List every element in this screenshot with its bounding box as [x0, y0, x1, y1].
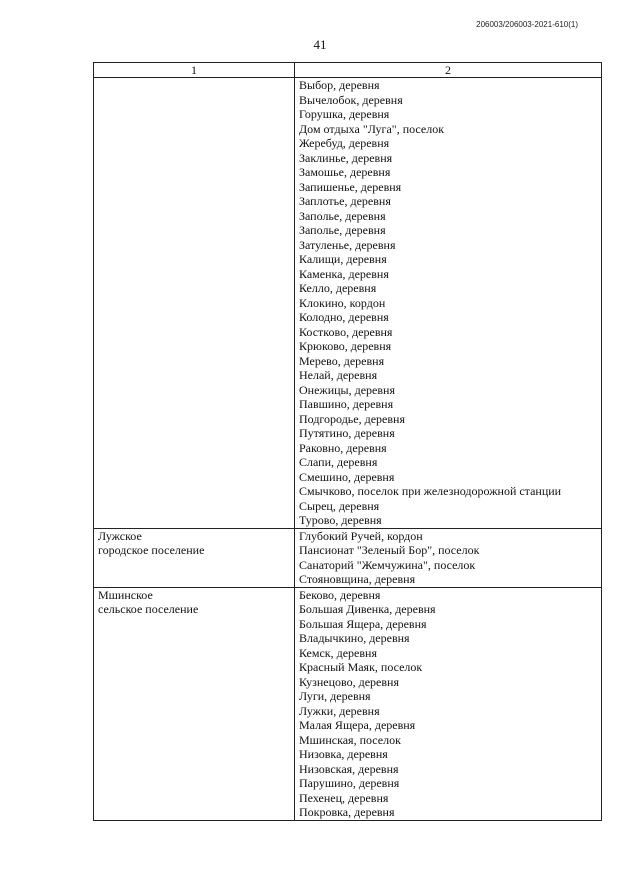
list-item: Глубокий Ручей, кордон — [299, 528, 423, 543]
list-item: Затуленье, деревня — [299, 237, 396, 252]
list-item: Нелай, деревня — [299, 368, 378, 382]
list-item: Павшино, деревня — [299, 397, 394, 411]
list-item: Низовка, деревня — [299, 747, 388, 761]
list-item: Запишенье, деревня — [299, 179, 402, 194]
table-body — [94, 78, 602, 821]
list-item: Большая Дивенка, деревня — [299, 602, 436, 616]
list-item: Заполье, деревня — [299, 223, 386, 237]
list-item: Лужки, деревня — [299, 703, 380, 718]
list-item: Парушино, деревня — [299, 776, 400, 790]
places-list — [299, 588, 597, 820]
list-item: Покровка, деревня — [299, 805, 395, 819]
places-cell — [295, 528, 602, 587]
list-item: Запольe, деревня — [299, 208, 386, 223]
list-item: Малая Ящера, деревня — [299, 718, 416, 732]
list-item: Калищи, деревня — [299, 252, 387, 266]
list-item: Колодно, деревня — [299, 310, 389, 324]
places-cell — [295, 587, 602, 820]
settlements-table — [93, 62, 602, 821]
list-item: Онежицы, деревня — [299, 382, 395, 397]
list-item: Владычкино, деревня — [299, 631, 410, 645]
list-item: Пехенец, деревня — [299, 790, 389, 805]
table-row — [94, 587, 602, 820]
list-item: Заплотье, деревня — [299, 194, 391, 208]
list-item: Луги, деревня — [299, 689, 371, 703]
list-item: Слапи, деревня — [299, 455, 378, 469]
list-item: Замошье, деревня — [299, 165, 391, 179]
column-header-2: 2 — [295, 63, 602, 78]
settlement-name-cell: Мшинское сельское поселение — [94, 587, 295, 820]
list-item: Путятино, деревня — [299, 426, 395, 440]
table-header-row — [94, 63, 602, 78]
column-header-1: 1 — [94, 63, 295, 78]
list-item: Красный Маяк, поселок — [299, 660, 423, 674]
list-item: Беково, деревня — [299, 587, 381, 602]
list-item: Кемск, деревня — [299, 645, 377, 660]
list-item: Келло, деревня — [299, 281, 377, 295]
list-item: Кузнецово, деревня — [299, 674, 399, 689]
list-item: Заклинье, деревня — [299, 150, 393, 165]
list-item: Санаторий "Жемчужина", поселок — [299, 557, 476, 572]
document-code: 206003/206003-2021-610(1) — [476, 20, 578, 29]
list-item: Сырец, деревня — [299, 498, 380, 513]
list-item: Стояновщина, деревня — [299, 572, 416, 586]
places-list — [299, 78, 597, 528]
list-item: Турово, деревня — [299, 513, 382, 527]
list-item: Каменка, деревня — [299, 266, 389, 281]
settlement-name-cell — [94, 78, 295, 529]
list-item: Вычелобок, деревня — [299, 92, 403, 107]
list-item: Клокино, кордон — [299, 295, 386, 310]
list-item: Раковно, деревня — [299, 440, 387, 455]
list-item: Подгородье, деревня — [299, 411, 405, 426]
list-item: Костково, деревня — [299, 324, 393, 339]
page-number: 41 — [313, 37, 327, 52]
list-item: Большая Ящера, деревня — [299, 616, 427, 631]
list-item: Крюково, деревня — [299, 339, 392, 353]
list-item: Жеребуд, деревня — [299, 136, 390, 150]
list-item: Низовская, деревня — [299, 761, 399, 776]
settlement-name-cell: Лужское городское поселение — [94, 528, 295, 587]
list-item: Смычково, поселок при железнодорожной станции — [299, 484, 562, 498]
list-item: Дом отдыха "Луга", поселок — [299, 121, 445, 136]
list-item: Смешино, деревня — [299, 469, 395, 484]
places-list — [299, 529, 597, 587]
list-item: Горушка, деревня — [299, 107, 390, 121]
list-item: Выбор, деревня — [299, 78, 380, 92]
table-row — [94, 78, 602, 529]
list-item: Мерево, деревня — [299, 353, 385, 368]
table-row — [94, 528, 602, 587]
places-cell — [295, 78, 602, 529]
list-item: Мшинская, поселок — [299, 732, 401, 747]
list-item: Пансионат "Зеленый Бор", поселок — [299, 543, 480, 557]
